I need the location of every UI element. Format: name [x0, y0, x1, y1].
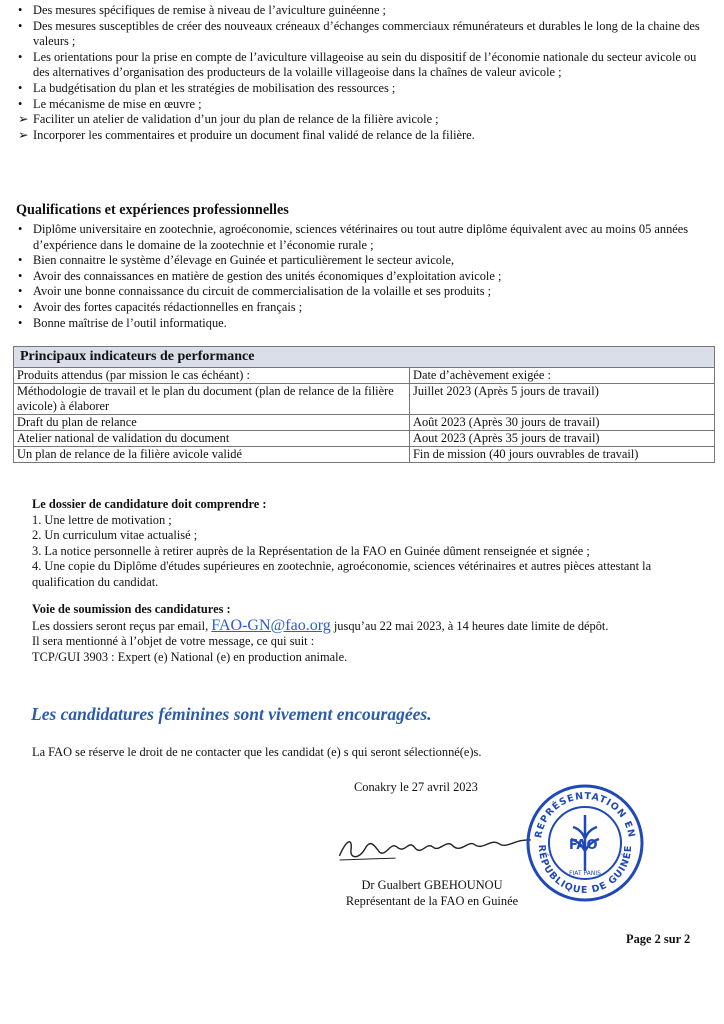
application-file-section: [32, 497, 712, 591]
submission-title: Voie de soumission des candidatures :: [32, 602, 231, 616]
table-cell: Draft du plan de relance: [14, 415, 410, 431]
table-cell: Fin de mission (40 jours ouvrables de travail): [410, 447, 715, 463]
list-item: [16, 269, 714, 285]
list-item-text: Les orientations pour la prise en compte de l’aviculture villageoise au sein du dispositif de l’économie nationale du secteur avicole ou des alternatives d’organisation des producteurs de la volaille villageoise dans la chaînes de valeur avicole ;: [33, 49, 697, 80]
application-file-title: Le dossier de candidature doit comprendre :: [32, 497, 267, 511]
page-number: [626, 932, 690, 948]
table-cell: Atelier national de validation du document: [14, 431, 410, 447]
submission-text-before: Les dossiers seront reçus par email,: [32, 618, 209, 633]
page-label: Page: [626, 932, 652, 946]
table-row: [14, 431, 715, 447]
encouragement-note: Les candidatures féminines sont vivement encouragées.: [31, 704, 432, 724]
bullet-icon: •: [18, 253, 23, 268]
list-item-text: Bien connaitre le système d’élevage en Guinée et particulièrement le secteur avicole,: [33, 253, 455, 268]
list-item: [16, 284, 714, 300]
qualifications-list: [16, 222, 714, 331]
list-item-text: Diplôme universitaire en zootechnie, agroéconomie, sciences vétérinaires ou tout autre diplôme équivalent avec au moins 05 années d’expérience dans le domaine de la zootechnie et l’économie rurale ;: [33, 222, 689, 252]
list-item-text: Avoir des connaissances en matière de gestion des unités économiques d’exploitation avicole ;: [33, 268, 502, 283]
list-item-text: Faciliter un atelier de validation d’un jour du plan de relance de la filière avicole ;: [33, 112, 439, 127]
seal-motto-text: FIAT PANIS: [569, 870, 601, 877]
table-cell: Juillet 2023 (Après 5 jours de travail): [410, 384, 715, 415]
performance-table-header-row: [14, 368, 715, 384]
performance-table-title: Principaux indicateurs de performance: [14, 347, 715, 368]
reserve-note: La FAO se réserve le droit de ne contacter que les candidat (e) s qui seront sélectionné(e)s.: [32, 745, 482, 759]
list-item-text: Des mesures spécifiques de remise à niveau de l’aviculture guinéenne ;: [33, 3, 386, 17]
seal-bottom-text: RÉPUBLIQUE DE GUINÉE: [535, 844, 635, 897]
list-item-text: Incorporer les commentaires et produire un document final validé de relance de la filière.: [33, 127, 475, 142]
arrow-bullet-icon: ➢: [18, 112, 29, 127]
list-item-text: La budgétisation du plan et les stratégies de mobilisation des ressources ;: [33, 80, 396, 95]
signature-drawing: [334, 820, 536, 870]
list-item-text: Le mécanisme de mise en œuvre ;: [33, 96, 202, 111]
list-item: [16, 300, 714, 316]
list-item: [16, 3, 714, 19]
list-item: [16, 19, 714, 50]
list-item: 1. Une lettre de motivation ;: [32, 512, 172, 527]
list-item: 4. Une copie du Diplôme d'études supérieures en zootechnie, agroéconomie, sciences vétérinaires et autres pièces attestant la qualification du candidat.: [32, 559, 652, 589]
list-item: [16, 97, 714, 113]
list-item: [16, 81, 714, 97]
list-item-text: Avoir une bonne connaissance du circuit de commercialisation de la volaille et ses produits ;: [33, 284, 492, 299]
email-link[interactable]: FAO-GN@fao.org: [211, 616, 331, 634]
table-cell: Aout 2023 (Après 35 jours de travail): [410, 431, 715, 447]
seal-graphic: [525, 783, 645, 903]
fao-seal-stamp: [525, 783, 645, 908]
list-item-text: Avoir des fortes capacités rédactionnelles en français ;: [33, 299, 303, 314]
list-item-text: Des mesures susceptibles de créer des nouveaux créneaux d’échanges commerciaux rémunérateurs et durables le long de la chaine des valeurs ;: [33, 18, 700, 49]
signer-title: Représentant de la FAO en Guinée: [345, 893, 519, 908]
list-item: 3. La notice personnelle à retirer auprès de la Représentation de la FAO en Guinée dûment renseignée et signée ;: [32, 543, 590, 558]
table-row: [14, 384, 715, 415]
list-item: [16, 222, 714, 253]
submission-line-2: Il sera mentionné à l’objet de votre message, ce qui suit :: [32, 634, 315, 649]
page-current: 2: [654, 932, 661, 946]
handwritten-signature: [334, 820, 536, 873]
list-item: [16, 253, 714, 269]
submission-text-after: jusqu’au 22 mai 2023, à 14 heures date limite de dépôt.: [333, 618, 609, 633]
bullet-icon: •: [18, 268, 23, 283]
qualifications-heading: Qualifications et expériences professionnelles: [16, 202, 289, 218]
submission-line-1: [32, 618, 712, 635]
bullet-icon: •: [18, 299, 23, 314]
bullet-icon: •: [18, 315, 23, 330]
seal-center-text: FAO: [569, 838, 598, 853]
list-item-text: Bonne maîtrise de l’outil informatique.: [33, 315, 227, 330]
submission-line-3: TCP/GUI 3903 : Expert (e) National (e) en production animale.: [32, 649, 348, 664]
bullet-icon: •: [18, 80, 23, 95]
list-item: [16, 316, 714, 332]
table-row: [14, 447, 715, 463]
table-cell: Un plan de relance de la filière avicole validé: [14, 447, 410, 463]
page-separator: sur: [663, 932, 681, 946]
bullet-icon: •: [18, 222, 23, 236]
arrow-bullet-icon: ➢: [18, 127, 29, 142]
bullet-icon: •: [18, 18, 23, 33]
seal-top-text: REPRÉSENTATION EN: [533, 790, 637, 840]
list-item: [16, 128, 714, 144]
deliverables-list: [16, 3, 714, 143]
bullet-icon: •: [18, 49, 23, 64]
list-item: [16, 112, 714, 128]
table-cell: Août 2023 (Après 30 jours de travail): [410, 415, 715, 431]
bullet-icon: •: [18, 284, 23, 299]
list-item: 2. Un curriculum vitae actualisé ;: [32, 528, 198, 543]
list-item: [16, 50, 714, 81]
place-date: Conakry le 27 avril 2023: [354, 780, 478, 794]
performance-table: [13, 346, 715, 463]
table-row: [14, 415, 715, 431]
submission-section: [32, 602, 712, 665]
signer-name: Dr Gualbert GBEHOUNOU: [361, 878, 503, 892]
header-date: Date d’achèvement exigée :: [410, 368, 715, 384]
bullet-icon: •: [18, 96, 23, 111]
signer-block: [327, 878, 537, 909]
table-cell: Méthodologie de travail et le plan du document (plan de relance de la filière avicole) à élaborer: [14, 384, 410, 415]
header-products: Produits attendus (par mission le cas échéant) :: [14, 368, 410, 384]
page-total: 2: [684, 932, 691, 946]
bullet-icon: •: [18, 3, 23, 17]
